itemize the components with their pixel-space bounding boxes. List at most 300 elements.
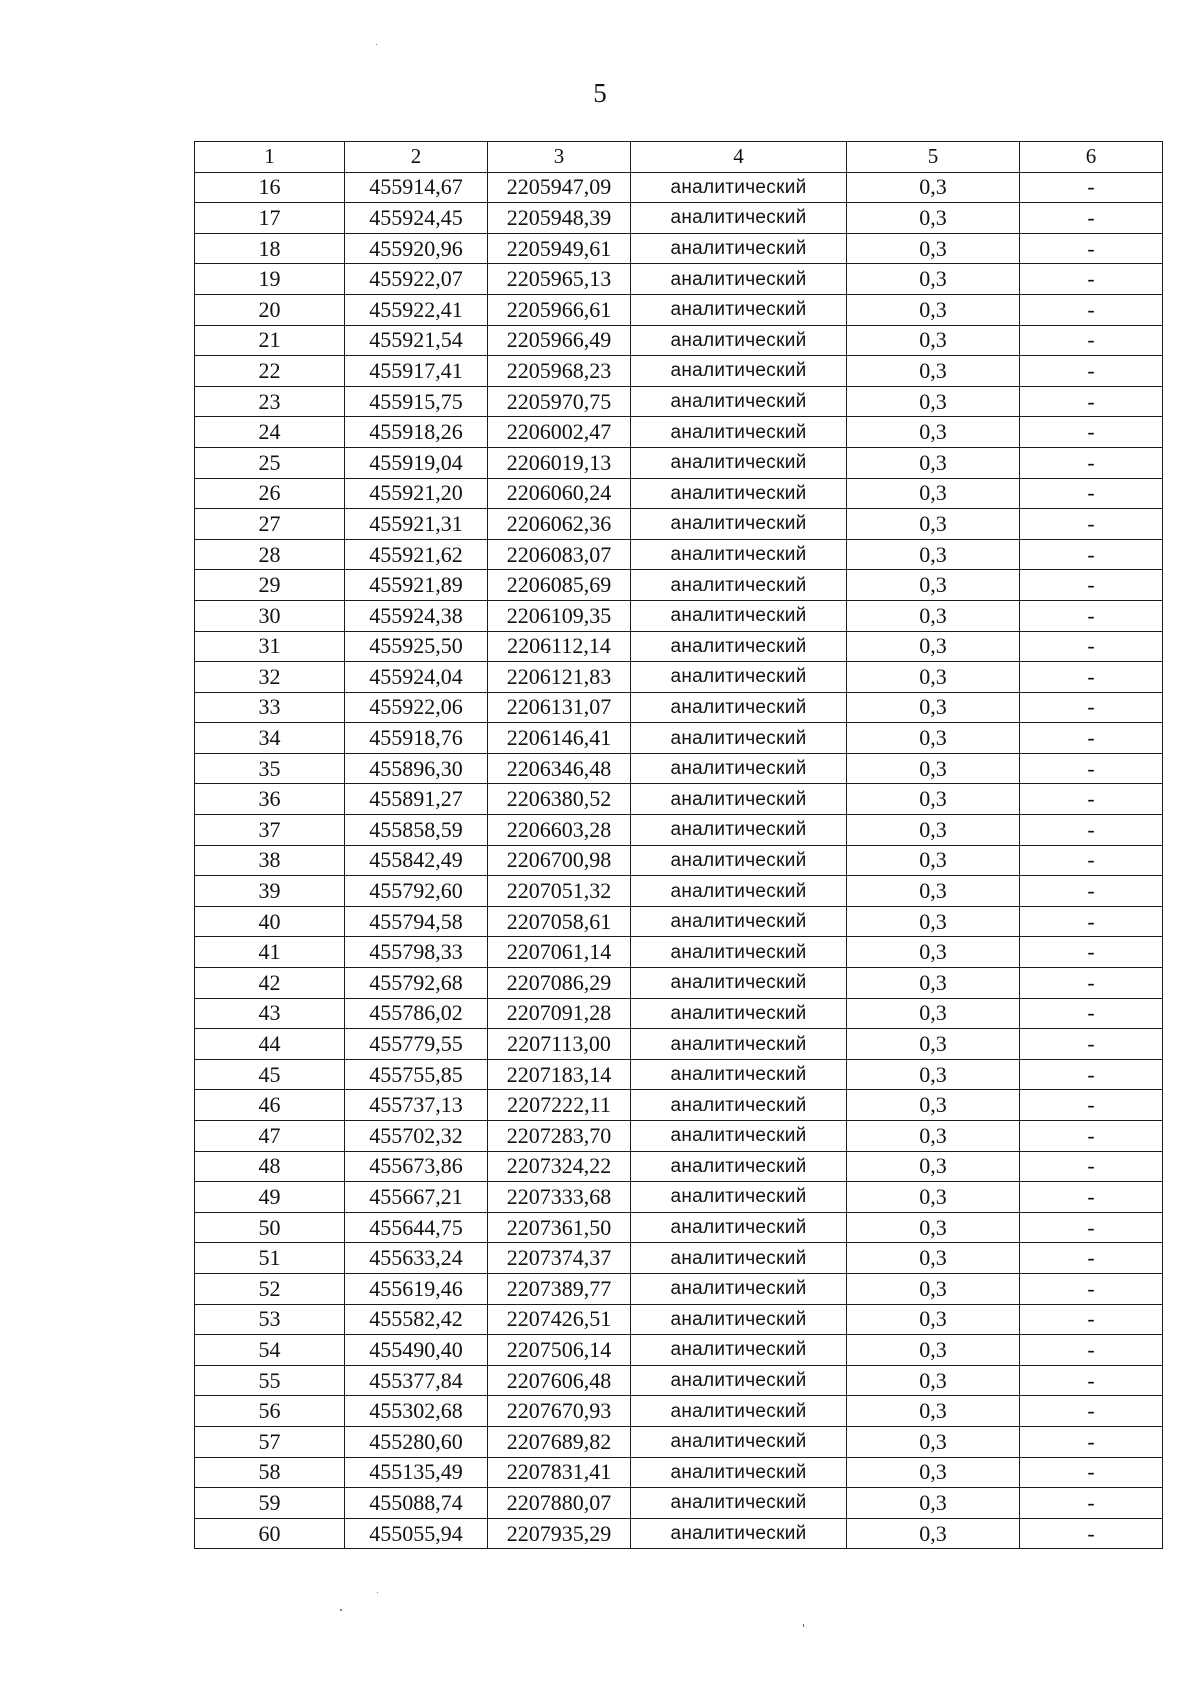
accuracy-cell: 0,3 (847, 539, 1020, 570)
x-coordinate-cell: 455779,55 (345, 1029, 488, 1060)
table-row (195, 1273, 1163, 1304)
note-cell: - (1020, 1304, 1163, 1335)
point-number-cell: 28 (195, 539, 345, 570)
table-row (195, 203, 1163, 234)
method-cell: аналитический (631, 1243, 847, 1274)
table-row (195, 937, 1163, 968)
method-cell: аналитический (631, 1335, 847, 1366)
header-cell-3: 3 (488, 142, 631, 173)
method-cell: аналитический (631, 1059, 847, 1090)
x-coordinate-cell: 455302,68 (345, 1396, 488, 1427)
x-coordinate-cell: 455792,60 (345, 876, 488, 907)
table-row (195, 570, 1163, 601)
y-coordinate-cell: 2207689,82 (488, 1426, 631, 1457)
point-number-cell: 34 (195, 723, 345, 754)
y-coordinate-cell: 2205966,61 (488, 294, 631, 325)
point-number-cell: 46 (195, 1090, 345, 1121)
method-cell: аналитический (631, 417, 847, 448)
x-coordinate-cell: 455922,07 (345, 264, 488, 295)
note-cell: - (1020, 600, 1163, 631)
point-number-cell: 16 (195, 172, 345, 203)
accuracy-cell: 0,3 (847, 815, 1020, 846)
x-coordinate-cell: 455921,31 (345, 509, 488, 540)
point-number-cell: 43 (195, 998, 345, 1029)
point-number-cell: 55 (195, 1365, 345, 1396)
note-cell: - (1020, 356, 1163, 387)
accuracy-cell: 0,3 (847, 784, 1020, 815)
table-row (195, 723, 1163, 754)
note-cell: - (1020, 203, 1163, 234)
method-cell: аналитический (631, 1426, 847, 1457)
x-coordinate-cell: 455582,42 (345, 1304, 488, 1335)
y-coordinate-cell: 2205966,49 (488, 325, 631, 356)
y-coordinate-cell: 2207374,37 (488, 1243, 631, 1274)
note-cell: - (1020, 264, 1163, 295)
y-coordinate-cell: 2206700,98 (488, 845, 631, 876)
accuracy-cell: 0,3 (847, 1182, 1020, 1213)
point-number-cell: 59 (195, 1488, 345, 1519)
table-row (195, 1151, 1163, 1182)
method-cell: аналитический (631, 784, 847, 815)
accuracy-cell: 0,3 (847, 998, 1020, 1029)
header-row (195, 142, 1163, 173)
x-coordinate-cell: 455786,02 (345, 998, 488, 1029)
x-coordinate-cell: 455919,04 (345, 447, 488, 478)
point-number-cell: 17 (195, 203, 345, 234)
x-coordinate-cell: 455737,13 (345, 1090, 488, 1121)
note-cell: - (1020, 906, 1163, 937)
accuracy-cell: 0,3 (847, 386, 1020, 417)
x-coordinate-cell: 455921,54 (345, 325, 488, 356)
y-coordinate-cell: 2206085,69 (488, 570, 631, 601)
accuracy-cell: 0,3 (847, 447, 1020, 478)
point-number-cell: 37 (195, 815, 345, 846)
y-coordinate-cell: 2207670,93 (488, 1396, 631, 1427)
table-row (195, 1335, 1163, 1366)
note-cell: - (1020, 1121, 1163, 1152)
y-coordinate-cell: 2206002,47 (488, 417, 631, 448)
table-row (195, 1457, 1163, 1488)
table-row (195, 1518, 1163, 1549)
table-body (195, 142, 1163, 1549)
y-coordinate-cell: 2207283,70 (488, 1121, 631, 1152)
y-coordinate-cell: 2207091,28 (488, 998, 631, 1029)
method-cell: аналитический (631, 753, 847, 784)
note-cell: - (1020, 631, 1163, 662)
point-number-cell: 60 (195, 1518, 345, 1549)
note-cell: - (1020, 509, 1163, 540)
point-number-cell: 20 (195, 294, 345, 325)
point-number-cell: 57 (195, 1426, 345, 1457)
scan-speck (340, 1609, 342, 1611)
accuracy-cell: 0,3 (847, 1090, 1020, 1121)
method-cell: аналитический (631, 1304, 847, 1335)
note-cell: - (1020, 1243, 1163, 1274)
table-row (195, 998, 1163, 1029)
table-row (195, 325, 1163, 356)
y-coordinate-cell: 2207426,51 (488, 1304, 631, 1335)
method-cell: аналитический (631, 815, 847, 846)
table-row (195, 1121, 1163, 1152)
method-cell: аналитический (631, 264, 847, 295)
note-cell: - (1020, 478, 1163, 509)
note-cell: - (1020, 570, 1163, 601)
accuracy-cell: 0,3 (847, 570, 1020, 601)
method-cell: аналитический (631, 386, 847, 417)
x-coordinate-cell: 455792,68 (345, 968, 488, 999)
method-cell: аналитический (631, 723, 847, 754)
header-cell-2: 2 (345, 142, 488, 173)
accuracy-cell: 0,3 (847, 692, 1020, 723)
y-coordinate-cell: 2207051,32 (488, 876, 631, 907)
note-cell: - (1020, 1488, 1163, 1519)
accuracy-cell: 0,3 (847, 753, 1020, 784)
table-row (195, 1304, 1163, 1335)
method-cell: аналитический (631, 906, 847, 937)
accuracy-cell: 0,3 (847, 1335, 1020, 1366)
point-number-cell: 31 (195, 631, 345, 662)
note-cell: - (1020, 845, 1163, 876)
accuracy-cell: 0,3 (847, 509, 1020, 540)
table-row (195, 968, 1163, 999)
coordinates-table (194, 141, 1163, 1549)
table-row (195, 906, 1163, 937)
point-number-cell: 26 (195, 478, 345, 509)
accuracy-cell: 0,3 (847, 1426, 1020, 1457)
y-coordinate-cell: 2207880,07 (488, 1488, 631, 1519)
accuracy-cell: 0,3 (847, 1518, 1020, 1549)
table-row (195, 631, 1163, 662)
x-coordinate-cell: 455921,62 (345, 539, 488, 570)
y-coordinate-cell: 2206380,52 (488, 784, 631, 815)
accuracy-cell: 0,3 (847, 478, 1020, 509)
x-coordinate-cell: 455755,85 (345, 1059, 488, 1090)
table-row (195, 1396, 1163, 1427)
note-cell: - (1020, 784, 1163, 815)
accuracy-cell: 0,3 (847, 876, 1020, 907)
y-coordinate-cell: 2206131,07 (488, 692, 631, 723)
table-row (195, 784, 1163, 815)
method-cell: аналитический (631, 1212, 847, 1243)
table-row (195, 845, 1163, 876)
note-cell: - (1020, 723, 1163, 754)
table-row (195, 447, 1163, 478)
y-coordinate-cell: 2205968,23 (488, 356, 631, 387)
note-cell: - (1020, 1273, 1163, 1304)
method-cell: аналитический (631, 968, 847, 999)
note-cell: - (1020, 753, 1163, 784)
point-number-cell: 38 (195, 845, 345, 876)
accuracy-cell: 0,3 (847, 356, 1020, 387)
method-cell: аналитический (631, 600, 847, 631)
y-coordinate-cell: 2206112,14 (488, 631, 631, 662)
note-cell: - (1020, 1059, 1163, 1090)
note-cell: - (1020, 968, 1163, 999)
x-coordinate-cell: 455619,46 (345, 1273, 488, 1304)
table-row (195, 1029, 1163, 1060)
y-coordinate-cell: 2207361,50 (488, 1212, 631, 1243)
x-coordinate-cell: 455673,86 (345, 1151, 488, 1182)
y-coordinate-cell: 2206603,28 (488, 815, 631, 846)
accuracy-cell: 0,3 (847, 294, 1020, 325)
y-coordinate-cell: 2207935,29 (488, 1518, 631, 1549)
accuracy-cell: 0,3 (847, 906, 1020, 937)
scan-speck (377, 1592, 378, 1593)
x-coordinate-cell: 455917,41 (345, 356, 488, 387)
x-coordinate-cell: 455914,67 (345, 172, 488, 203)
header-cell-5: 5 (847, 142, 1020, 173)
accuracy-cell: 0,3 (847, 1059, 1020, 1090)
note-cell: - (1020, 1426, 1163, 1457)
note-cell: - (1020, 1365, 1163, 1396)
accuracy-cell: 0,3 (847, 1488, 1020, 1519)
x-coordinate-cell: 455794,58 (345, 906, 488, 937)
note-cell: - (1020, 937, 1163, 968)
y-coordinate-cell: 2207086,29 (488, 968, 631, 999)
accuracy-cell: 0,3 (847, 264, 1020, 295)
table-row (195, 172, 1163, 203)
x-coordinate-cell: 455280,60 (345, 1426, 488, 1457)
point-number-cell: 56 (195, 1396, 345, 1427)
x-coordinate-cell: 455918,26 (345, 417, 488, 448)
point-number-cell: 51 (195, 1243, 345, 1274)
y-coordinate-cell: 2205965,13 (488, 264, 631, 295)
method-cell: аналитический (631, 692, 847, 723)
table-row (195, 815, 1163, 846)
x-coordinate-cell: 455088,74 (345, 1488, 488, 1519)
note-cell: - (1020, 172, 1163, 203)
point-number-cell: 30 (195, 600, 345, 631)
note-cell: - (1020, 692, 1163, 723)
table-row (195, 1059, 1163, 1090)
x-coordinate-cell: 455922,41 (345, 294, 488, 325)
x-coordinate-cell: 455915,75 (345, 386, 488, 417)
accuracy-cell: 0,3 (847, 1243, 1020, 1274)
y-coordinate-cell: 2206109,35 (488, 600, 631, 631)
x-coordinate-cell: 455896,30 (345, 753, 488, 784)
header-cell-4: 4 (631, 142, 847, 173)
method-cell: аналитический (631, 294, 847, 325)
method-cell: аналитический (631, 1090, 847, 1121)
y-coordinate-cell: 2207222,11 (488, 1090, 631, 1121)
note-cell: - (1020, 1212, 1163, 1243)
note-cell: - (1020, 662, 1163, 693)
y-coordinate-cell: 2205970,75 (488, 386, 631, 417)
point-number-cell: 25 (195, 447, 345, 478)
accuracy-cell: 0,3 (847, 1365, 1020, 1396)
y-coordinate-cell: 2207831,41 (488, 1457, 631, 1488)
x-coordinate-cell: 455633,24 (345, 1243, 488, 1274)
x-coordinate-cell: 455924,38 (345, 600, 488, 631)
method-cell: аналитический (631, 1121, 847, 1152)
x-coordinate-cell: 455644,75 (345, 1212, 488, 1243)
x-coordinate-cell: 455921,89 (345, 570, 488, 601)
x-coordinate-cell: 455925,50 (345, 631, 488, 662)
table-row (195, 1212, 1163, 1243)
method-cell: аналитический (631, 845, 847, 876)
accuracy-cell: 0,3 (847, 1304, 1020, 1335)
point-number-cell: 58 (195, 1457, 345, 1488)
accuracy-cell: 0,3 (847, 968, 1020, 999)
y-coordinate-cell: 2206019,13 (488, 447, 631, 478)
table-row (195, 1365, 1163, 1396)
point-number-cell: 53 (195, 1304, 345, 1335)
method-cell: аналитический (631, 356, 847, 387)
method-cell: аналитический (631, 325, 847, 356)
note-cell: - (1020, 325, 1163, 356)
point-number-cell: 44 (195, 1029, 345, 1060)
point-number-cell: 36 (195, 784, 345, 815)
note-cell: - (1020, 417, 1163, 448)
point-number-cell: 22 (195, 356, 345, 387)
accuracy-cell: 0,3 (847, 1396, 1020, 1427)
x-coordinate-cell: 455924,45 (345, 203, 488, 234)
point-number-cell: 47 (195, 1121, 345, 1152)
point-number-cell: 21 (195, 325, 345, 356)
point-number-cell: 40 (195, 906, 345, 937)
y-coordinate-cell: 2205947,09 (488, 172, 631, 203)
table-row (195, 1243, 1163, 1274)
accuracy-cell: 0,3 (847, 1029, 1020, 1060)
method-cell: аналитический (631, 998, 847, 1029)
method-cell: аналитический (631, 662, 847, 693)
y-coordinate-cell: 2206083,07 (488, 539, 631, 570)
x-coordinate-cell: 455055,94 (345, 1518, 488, 1549)
table-row (195, 1090, 1163, 1121)
table-row (195, 356, 1163, 387)
y-coordinate-cell: 2207058,61 (488, 906, 631, 937)
accuracy-cell: 0,3 (847, 233, 1020, 264)
note-cell: - (1020, 386, 1163, 417)
y-coordinate-cell: 2207113,00 (488, 1029, 631, 1060)
point-number-cell: 27 (195, 509, 345, 540)
x-coordinate-cell: 455135,49 (345, 1457, 488, 1488)
table-row (195, 753, 1163, 784)
point-number-cell: 39 (195, 876, 345, 907)
page-number: 5 (593, 78, 607, 108)
method-cell: аналитический (631, 478, 847, 509)
note-cell: - (1020, 1151, 1163, 1182)
note-cell: - (1020, 1335, 1163, 1366)
x-coordinate-cell: 455842,49 (345, 845, 488, 876)
accuracy-cell: 0,3 (847, 600, 1020, 631)
note-cell: - (1020, 294, 1163, 325)
note-cell: - (1020, 447, 1163, 478)
x-coordinate-cell: 455858,59 (345, 815, 488, 846)
table-row (195, 1426, 1163, 1457)
method-cell: аналитический (631, 539, 847, 570)
accuracy-cell: 0,3 (847, 1151, 1020, 1182)
accuracy-cell: 0,3 (847, 845, 1020, 876)
method-cell: аналитический (631, 1518, 847, 1549)
method-cell: аналитический (631, 509, 847, 540)
point-number-cell: 24 (195, 417, 345, 448)
note-cell: - (1020, 1457, 1163, 1488)
table-row (195, 876, 1163, 907)
method-cell: аналитический (631, 631, 847, 662)
method-cell: аналитический (631, 1365, 847, 1396)
method-cell: аналитический (631, 1182, 847, 1213)
note-cell: - (1020, 815, 1163, 846)
table-row (195, 692, 1163, 723)
note-cell: - (1020, 1090, 1163, 1121)
method-cell: аналитический (631, 1457, 847, 1488)
x-coordinate-cell: 455918,76 (345, 723, 488, 754)
table-row (195, 294, 1163, 325)
point-number-cell: 29 (195, 570, 345, 601)
table-row (195, 509, 1163, 540)
point-number-cell: 45 (195, 1059, 345, 1090)
y-coordinate-cell: 2207606,48 (488, 1365, 631, 1396)
y-coordinate-cell: 2207183,14 (488, 1059, 631, 1090)
x-coordinate-cell: 455922,06 (345, 692, 488, 723)
header-cell-6: 6 (1020, 142, 1163, 173)
method-cell: аналитический (631, 172, 847, 203)
method-cell: аналитический (631, 876, 847, 907)
y-coordinate-cell: 2205948,39 (488, 203, 631, 234)
method-cell: аналитический (631, 1273, 847, 1304)
note-cell: - (1020, 1029, 1163, 1060)
table-row (195, 386, 1163, 417)
x-coordinate-cell: 455798,33 (345, 937, 488, 968)
note-cell: - (1020, 1518, 1163, 1549)
point-number-cell: 35 (195, 753, 345, 784)
accuracy-cell: 0,3 (847, 723, 1020, 754)
method-cell: аналитический (631, 937, 847, 968)
table-row (195, 1182, 1163, 1213)
accuracy-cell: 0,3 (847, 1273, 1020, 1304)
method-cell: аналитический (631, 1151, 847, 1182)
y-coordinate-cell: 2207324,22 (488, 1151, 631, 1182)
note-cell: - (1020, 539, 1163, 570)
accuracy-cell: 0,3 (847, 1212, 1020, 1243)
y-coordinate-cell: 2207506,14 (488, 1335, 631, 1366)
note-cell: - (1020, 233, 1163, 264)
table-row (195, 478, 1163, 509)
x-coordinate-cell: 455891,27 (345, 784, 488, 815)
method-cell: аналитический (631, 233, 847, 264)
y-coordinate-cell: 2206146,41 (488, 723, 631, 754)
accuracy-cell: 0,3 (847, 172, 1020, 203)
scan-speck (376, 44, 377, 45)
table-row (195, 264, 1163, 295)
point-number-cell: 42 (195, 968, 345, 999)
table-row (195, 1488, 1163, 1519)
point-number-cell: 19 (195, 264, 345, 295)
y-coordinate-cell: 2207389,77 (488, 1273, 631, 1304)
accuracy-cell: 0,3 (847, 325, 1020, 356)
method-cell: аналитический (631, 570, 847, 601)
table-row (195, 417, 1163, 448)
point-number-cell: 33 (195, 692, 345, 723)
point-number-cell: 52 (195, 1273, 345, 1304)
point-number-cell: 23 (195, 386, 345, 417)
accuracy-cell: 0,3 (847, 203, 1020, 234)
note-cell: - (1020, 1396, 1163, 1427)
point-number-cell: 32 (195, 662, 345, 693)
method-cell: аналитический (631, 203, 847, 234)
method-cell: аналитический (631, 447, 847, 478)
table-row (195, 662, 1163, 693)
x-coordinate-cell: 455377,84 (345, 1365, 488, 1396)
x-coordinate-cell: 455921,20 (345, 478, 488, 509)
point-number-cell: 49 (195, 1182, 345, 1213)
scan-speck (803, 1624, 804, 1627)
y-coordinate-cell: 2206062,36 (488, 509, 631, 540)
x-coordinate-cell: 455924,04 (345, 662, 488, 693)
header-cell-1: 1 (195, 142, 345, 173)
table-row (195, 600, 1163, 631)
